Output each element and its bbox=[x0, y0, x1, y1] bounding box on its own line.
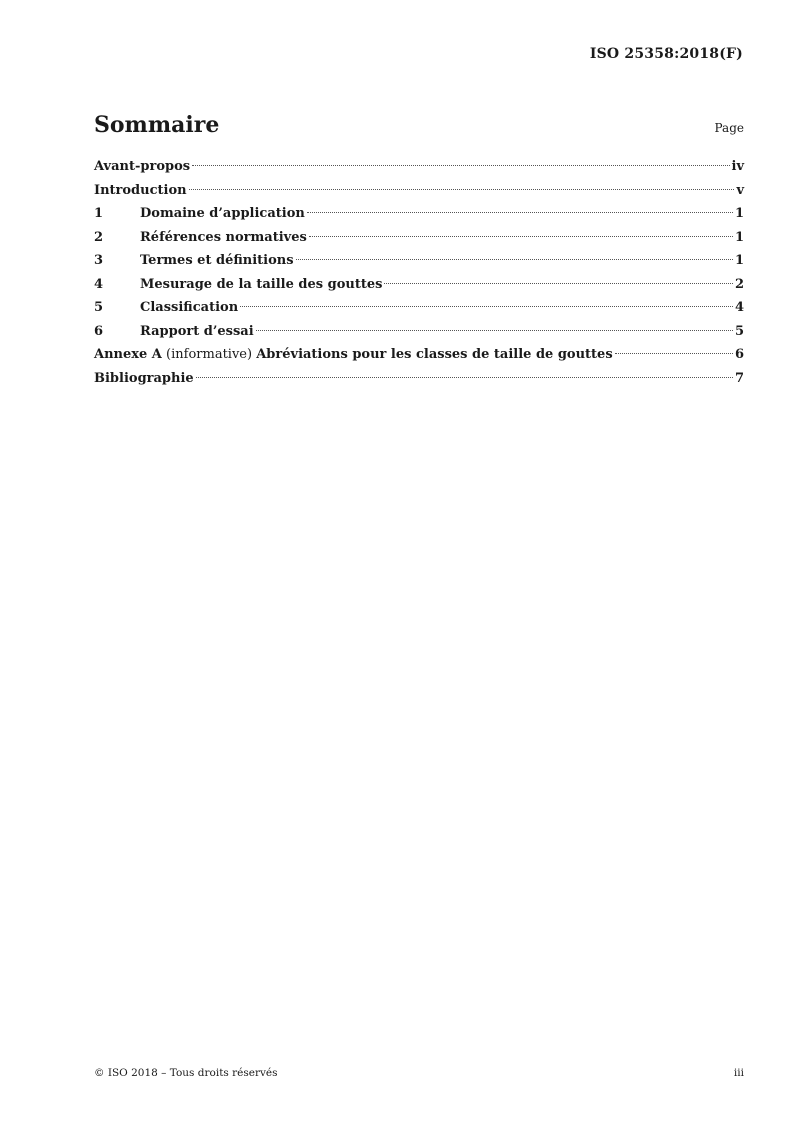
dot-leader bbox=[240, 306, 733, 307]
toc-title: Sommaire bbox=[94, 112, 220, 138]
toc-entry-number: 5 bbox=[94, 300, 104, 315]
toc-entry-title: Domaine d’application bbox=[140, 206, 305, 221]
toc-entry-number: 6 bbox=[94, 323, 104, 339]
toc-entry-title: Bibliographie bbox=[94, 370, 194, 386]
toc-entry-page: 2 bbox=[734, 276, 744, 292]
dot-leader bbox=[384, 283, 733, 284]
annex-prefix: Annexe A bbox=[94, 347, 162, 362]
toc-entry-title: Classification bbox=[140, 300, 239, 315]
toc-entry-section-2[interactable] bbox=[94, 226, 744, 250]
toc-entry-section-1[interactable] bbox=[94, 202, 744, 226]
dot-leader bbox=[196, 377, 733, 378]
toc-entry-page: 1 bbox=[734, 253, 744, 268]
toc-header bbox=[94, 112, 744, 138]
toc-entry-avant-propos[interactable] bbox=[94, 155, 744, 179]
toc-entry-title: Termes et définitions bbox=[140, 253, 294, 268]
copyright-notice: © ISO 2018 – Tous droits réservés bbox=[94, 1067, 278, 1079]
dot-leader bbox=[256, 330, 733, 331]
toc-entry-annexe-a[interactable] bbox=[94, 343, 744, 367]
toc-entry-introduction[interactable] bbox=[94, 179, 744, 203]
page-number: iii bbox=[733, 1067, 744, 1079]
dot-leader bbox=[192, 165, 729, 166]
page-column-label: Page bbox=[714, 121, 744, 135]
dot-leader bbox=[309, 236, 733, 237]
toc-entry-section-3[interactable] bbox=[94, 249, 744, 273]
page-footer bbox=[94, 1067, 744, 1079]
dot-leader bbox=[296, 259, 733, 260]
toc-entry-number: 4 bbox=[94, 276, 104, 292]
toc-entry-title: Références normatives bbox=[140, 229, 307, 245]
toc-entry-page: v bbox=[736, 182, 744, 198]
toc-entry-title bbox=[94, 343, 613, 367]
document-identifier: ISO 25358:2018(F) bbox=[589, 46, 743, 62]
toc-entry-page: 1 bbox=[734, 229, 744, 245]
toc-entry-page: 6 bbox=[734, 347, 744, 362]
dot-leader bbox=[189, 189, 735, 190]
table-of-contents bbox=[94, 155, 744, 390]
toc-entry-number: 2 bbox=[94, 229, 104, 245]
dot-leader bbox=[615, 353, 733, 354]
toc-entry-page: 7 bbox=[734, 370, 744, 386]
toc-entry-title: Avant-propos bbox=[94, 159, 191, 174]
toc-entry-section-5[interactable] bbox=[94, 296, 744, 320]
toc-entry-page: 1 bbox=[734, 206, 744, 221]
toc-entry-section-6[interactable] bbox=[94, 320, 744, 344]
annex-qualifier: (informative) bbox=[166, 347, 253, 362]
toc-entry-bibliographie[interactable] bbox=[94, 367, 744, 391]
toc-entry-number: 1 bbox=[94, 206, 104, 221]
dot-leader bbox=[307, 212, 733, 213]
annex-title: Abréviations pour les classes de taille de gouttes bbox=[256, 347, 613, 362]
toc-entry-title: Introduction bbox=[94, 182, 187, 198]
toc-entry-section-4[interactable] bbox=[94, 273, 744, 297]
toc-entry-title: Rapport d’essai bbox=[140, 323, 254, 339]
toc-entry-page: 4 bbox=[734, 300, 744, 315]
toc-entry-page: iv bbox=[731, 159, 744, 174]
toc-entry-page: 5 bbox=[734, 323, 744, 339]
toc-entry-title: Mesurage de la taille des gouttes bbox=[140, 276, 383, 292]
toc-entry-number: 3 bbox=[94, 253, 104, 268]
